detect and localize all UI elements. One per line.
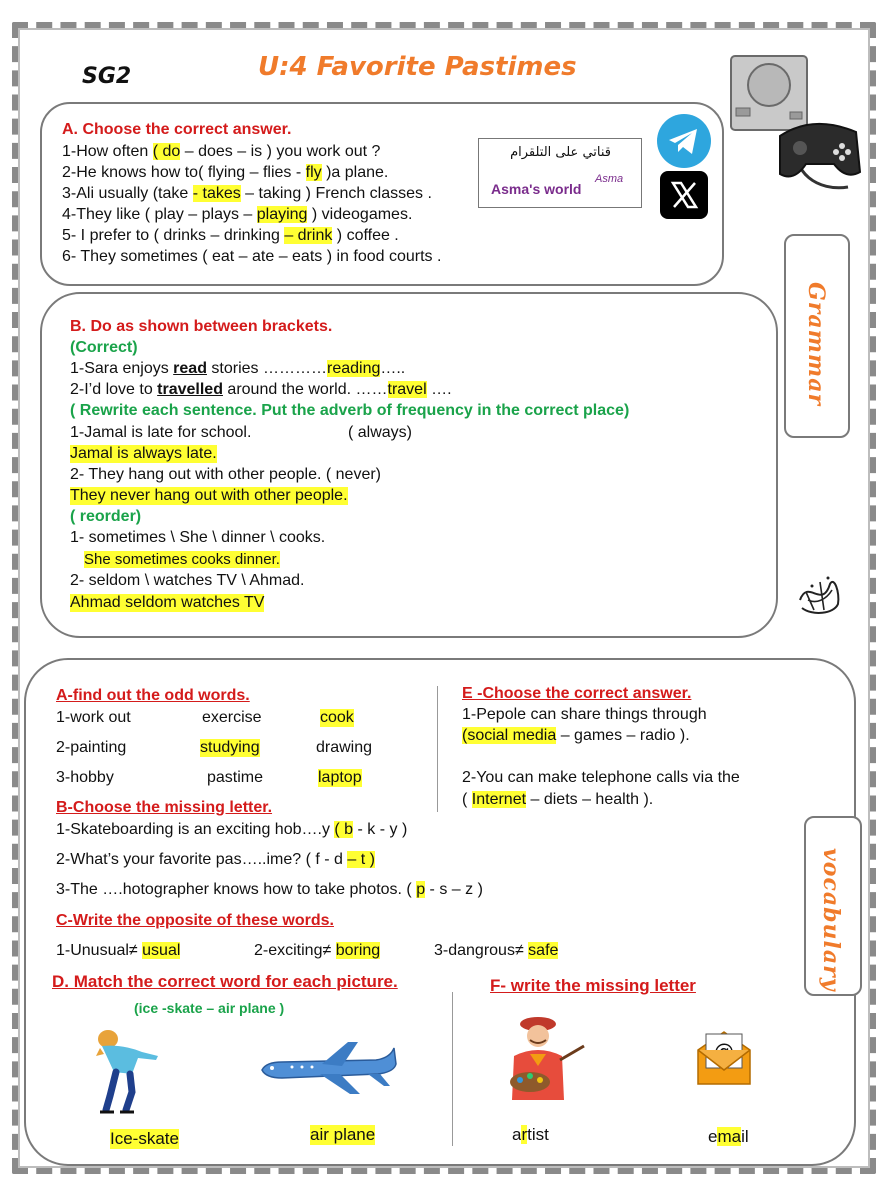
vocab-b-q2: 2-What’s your favorite pas…..ime? ( f - d – t ) — [56, 851, 375, 868]
question-a3: 3-Ali usually (take - takes – taking ) French classes . — [62, 185, 432, 202]
vocab-d-hint: (ice -skate – air plane ) — [134, 1000, 285, 1016]
rewrite-hint-1: ( always) — [348, 424, 413, 441]
answer-c2: travel — [387, 381, 427, 398]
vocab-f-word-1: artist — [512, 1125, 549, 1144]
email-envelope-icon — [694, 1026, 754, 1088]
vocab-f-word-2: email — [708, 1127, 749, 1146]
reorder-answer-1: She sometimes cooks dinner. — [84, 551, 280, 568]
odd-row-3-b: pastime — [207, 769, 264, 786]
question-a5: 5- I prefer to ( drinks – drinking – drink ) coffee . — [62, 227, 399, 244]
vocab-divider-bottom — [452, 992, 453, 1146]
odd-row-1-b: exercise — [202, 709, 262, 726]
odd-row-1-a: 1-work out — [56, 709, 131, 726]
answer-a3: - takes — [192, 185, 241, 202]
correct-item-2: 2-I’d love to travelled around the world. ……travel …. — [70, 381, 452, 398]
vocab-f-answer-2: ma — [717, 1127, 742, 1146]
reorder-item-1: 1- sometimes \ She \ dinner \ cooks. — [70, 529, 326, 546]
vocab-c-answer-2: boring — [335, 942, 381, 959]
telegram-icon[interactable] — [656, 113, 712, 169]
odd-row-2-c: drawing — [316, 739, 373, 756]
vocab-a-title: A-find out the odd words. — [56, 687, 250, 704]
odd-row-2-a: 2-painting — [56, 739, 127, 756]
vocab-e-answer-1: (social media — [462, 727, 557, 744]
vocab-b-q1: 1-Skateboarding is an exciting hob….y ( b - k - y ) — [56, 821, 408, 838]
rewrite-answer-2: They never hang out with other people. — [70, 487, 348, 504]
vocab-d-title: D. Match the correct word for each picture. — [52, 972, 398, 991]
vocab-e-q2-options: ( Internet – diets – health ). — [462, 791, 654, 808]
vocab-c-answer-3: safe — [528, 942, 559, 959]
answer-c1: reading — [326, 360, 381, 377]
section-b-title: B. Do as shown between brackets. — [70, 318, 333, 335]
answer-a2: fly — [305, 164, 322, 181]
vocab-e-title: E -Choose the correct answer. — [462, 685, 692, 702]
channel-card — [478, 138, 642, 208]
channel-name: Asma's world — [491, 181, 582, 197]
artist-icon — [500, 1016, 586, 1100]
vocab-f-answer-1: r — [521, 1125, 528, 1144]
vocab-e-q1-options: (social media – games – radio ). — [462, 727, 690, 744]
odd-row-1-c: cook — [320, 709, 354, 726]
question-a4: 4-They like ( play – plays – playing ) videogames. — [62, 206, 413, 223]
unit-code: SG2 — [82, 64, 132, 89]
question-a6: 6- They sometimes ( eat – ate – eats ) in food courts . — [62, 248, 442, 265]
reorder-label: ( reorder) — [70, 508, 142, 525]
vocab-c-item-1: 1-Unusual≠ usual — [56, 942, 181, 959]
vocab-e-q2: 2-You can make telephone calls via the — [462, 769, 740, 786]
rewrite-answer-1: Jamal is always late. — [70, 445, 217, 462]
answer-a1: ( do — [152, 143, 181, 160]
channel-arabic-label: قناتي على التلقرام — [510, 145, 611, 160]
answer-a5: – drink — [284, 227, 333, 244]
question-a2: 2-He knows how to( flying – flies - fly )a plane. — [62, 164, 389, 181]
calligraphy-emblem-icon — [794, 570, 846, 620]
airplane-icon — [258, 1040, 398, 1098]
vocab-f-title: F- write the missing letter — [490, 976, 696, 995]
vocab-b-answer-2: – t ) — [347, 851, 375, 868]
vocab-b-answer-3: p — [416, 881, 426, 898]
grammar-label: Grammar — [803, 282, 829, 407]
vocab-b-q3: 3-The ….hotographer knows how to take photos. ( p - s – z ) — [56, 881, 483, 898]
answer-a4: playing — [256, 206, 308, 223]
vocab-divider-top — [437, 686, 438, 812]
question-a1: 1-How often ( do – does – is ) you work out ? — [62, 143, 381, 160]
channel-logo: Asma — [595, 173, 624, 185]
rewrite-item-2: 2- They hang out with other people. ( never) — [70, 466, 381, 483]
ice-skater-icon — [92, 1026, 166, 1118]
odd-row-2-b: studying — [200, 739, 260, 756]
vocab-b-title: B-Choose the missing letter. — [56, 799, 273, 816]
vocabulary-label: vocabulary — [818, 848, 844, 992]
vocab-e-answer-2: Internet — [471, 791, 527, 808]
game-console-icon — [728, 52, 868, 197]
odd-row-3-a: 3-hobby — [56, 769, 114, 786]
vocab-b-answer-1: ( b — [334, 821, 354, 838]
vocab-c-title: C-Write the opposite of these words. — [56, 912, 334, 929]
reorder-answer-2: Ahmad seldom watches TV — [70, 594, 265, 611]
vocab-d-answer-1: Ice-skate — [110, 1129, 179, 1148]
page-title: U:4 Favorite Pastimes — [258, 52, 577, 82]
vocab-d-answer-2: air plane — [310, 1125, 376, 1144]
correct-item-1: 1-Sara enjoys read stories …………reading….. — [70, 360, 406, 377]
vocab-c-answer-1: usual — [142, 942, 181, 959]
vocab-c-item-3: 3-dangrous≠ safe — [434, 942, 559, 959]
reorder-item-2: 2- seldom \ watches TV \ Ahmad. — [70, 572, 305, 589]
rewrite-item-1: 1-Jamal is late for school. — [70, 424, 252, 441]
section-a-title: A. Choose the correct answer. — [62, 121, 292, 138]
vocab-e-q1: 1-Pepole can share things through — [462, 706, 707, 723]
odd-row-3-c: laptop — [318, 769, 362, 786]
rewrite-label: ( Rewrite each sentence. Put the adverb of frequency in the correct place) — [70, 402, 630, 419]
x-twitter-icon[interactable] — [659, 170, 709, 220]
vocab-c-item-2: 2-exciting≠ boring — [254, 942, 381, 959]
correct-label: (Correct) — [70, 339, 138, 356]
